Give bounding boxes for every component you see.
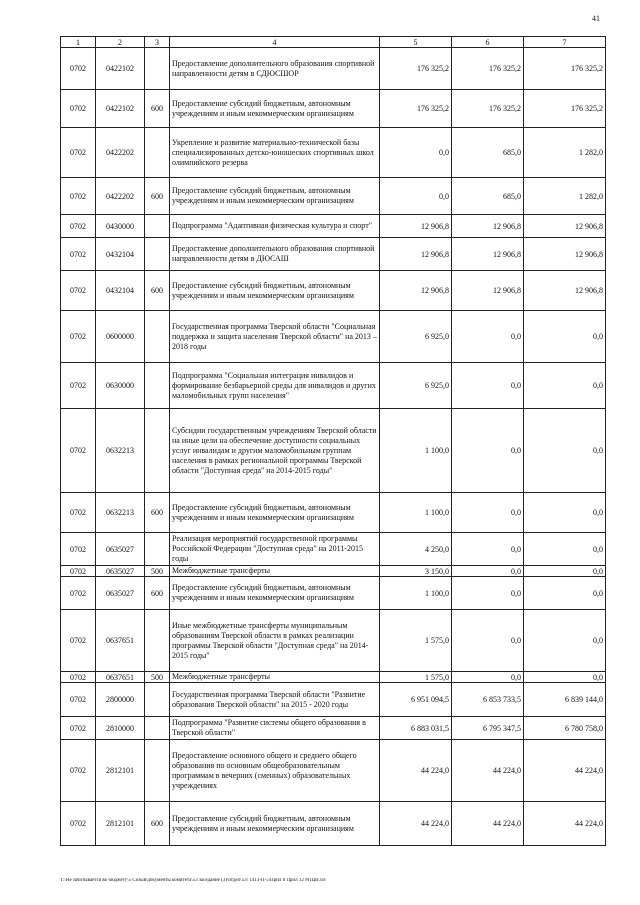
amount-2016: 0,0 — [524, 409, 606, 493]
amount-2014: 0,0 — [380, 128, 452, 178]
item-name: Предоставление субсидий бюджетным, автономным учреждениям и иным некоммерческим организациям — [170, 577, 380, 610]
item-name: Подпрограмма "Адаптивная физическая культура и спорт" — [170, 215, 380, 238]
item-name: Межбюджетные трансферты — [170, 566, 380, 577]
kind-code: 600 — [145, 178, 170, 215]
amount-2015: 176 325,2 — [452, 90, 524, 128]
section-code: 0702 — [61, 533, 96, 566]
amount-2016: 6 839 144,0 — [524, 683, 606, 717]
target-code: 0422102 — [96, 48, 145, 90]
item-name: Иные межбюджетные трансферты муниципальным образованиям Тверской области в рамках реализации программы Тверской области "Доступная среда" на 2014-2015 годы" — [170, 610, 380, 672]
kind-code — [145, 683, 170, 717]
section-code: 0702 — [61, 802, 96, 846]
amount-2015: 0,0 — [452, 610, 524, 672]
amount-2016: 0,0 — [524, 311, 606, 363]
amount-2014: 44 224,0 — [380, 740, 452, 802]
table-row — [61, 717, 606, 740]
item-name: Предоставление дополнительного образования спортивной направленности детям в СДЮСШОР — [170, 48, 380, 90]
amount-2015: 6 853 733,5 — [452, 683, 524, 717]
target-code: 0422202 — [96, 178, 145, 215]
section-code: 0702 — [61, 717, 96, 740]
amount-2015: 685,0 — [452, 178, 524, 215]
target-code: 0600000 — [96, 311, 145, 363]
section-code: 0702 — [61, 311, 96, 363]
amount-2014: 176 325,2 — [380, 90, 452, 128]
table-row — [61, 271, 606, 311]
item-name: Реализация мероприятий государственной программы Российской Федерации "Доступная среда" на 2011-2015 годы — [170, 533, 380, 566]
target-code: 0637651 — [96, 672, 145, 683]
item-name: Предоставление субсидий бюджетным, автономным учреждениям и иным некоммерческим организациям — [170, 802, 380, 846]
amount-2014: 6 925,0 — [380, 363, 452, 409]
amount-2015: 0,0 — [452, 311, 524, 363]
table-row — [61, 610, 606, 672]
amount-2014: 1 100,0 — [380, 577, 452, 610]
item-name: Предоставление субсидий бюджетным, автономным учреждениям и иным некоммерческим организациям — [170, 493, 380, 533]
amount-2014: 1 100,0 — [380, 409, 452, 493]
amount-2015: 44 224,0 — [452, 802, 524, 846]
target-code: 2810000 — [96, 717, 145, 740]
amount-2016: 6 780 758,0 — [524, 717, 606, 740]
item-name: Предоставление субсидий бюджетным, автономным учреждениям и иным некоммерческим организациям — [170, 271, 380, 311]
amount-2016: 44 224,0 — [524, 802, 606, 846]
kind-code: 600 — [145, 577, 170, 610]
item-name: Предоставление дополнительного образования спортивной направленности детям в ДЮСАШ — [170, 238, 380, 271]
section-code: 0702 — [61, 128, 96, 178]
amount-2014: 6 883 031,5 — [380, 717, 452, 740]
table-row — [61, 238, 606, 271]
item-name: Предоставление субсидий бюджетным, автономным учреждениям и иным некоммерческим организациям — [170, 90, 380, 128]
table-row — [61, 566, 606, 577]
section-code: 0702 — [61, 215, 96, 238]
section-code: 0702 — [61, 493, 96, 533]
section-code: 0702 — [61, 271, 96, 311]
item-name: Подпрограмма "Развитие системы общего образования в Тверской области" — [170, 717, 380, 740]
table-row — [61, 683, 606, 717]
section-code: 0702 — [61, 90, 96, 128]
amount-2016: 12 906,8 — [524, 238, 606, 271]
target-code: 0430000 — [96, 215, 145, 238]
section-code: 0702 — [61, 48, 96, 90]
section-code: 0702 — [61, 683, 96, 717]
table-row — [61, 48, 606, 90]
section-code: 0702 — [61, 566, 96, 577]
item-name: Предоставление субсидий бюджетным, автономным учреждениям и иным некоммерческим организациям — [170, 178, 380, 215]
col-header: 2 — [96, 37, 145, 48]
amount-2015: 0,0 — [452, 533, 524, 566]
amount-2016: 44 224,0 — [524, 740, 606, 802]
amount-2015: 0,0 — [452, 363, 524, 409]
amount-2014: 0,0 — [380, 178, 452, 215]
target-code: 2812101 — [96, 740, 145, 802]
section-code: 0702 — [61, 363, 96, 409]
amount-2016: 1 282,0 — [524, 178, 606, 215]
amount-2015: 176 325,2 — [452, 48, 524, 90]
target-code: 0422102 — [96, 90, 145, 128]
amount-2015: 685,0 — [452, 128, 524, 178]
item-name: Государственная программа Тверской области "Социальная поддержка и защита населения Тверской области" на 2013 – 2018 годы — [170, 311, 380, 363]
target-code: 0637651 — [96, 610, 145, 672]
header-row — [61, 37, 606, 48]
amount-2014: 6 925,0 — [380, 311, 452, 363]
amount-2015: 44 224,0 — [452, 740, 524, 802]
col-header: 4 — [170, 37, 380, 48]
table-row — [61, 493, 606, 533]
col-header: 1 — [61, 37, 96, 48]
col-header: 3 — [145, 37, 170, 48]
amount-2016: 0,0 — [524, 577, 606, 610]
amount-2015: 0,0 — [452, 672, 524, 683]
amount-2016: 1 282,0 — [524, 128, 606, 178]
target-code: 0432104 — [96, 271, 145, 311]
item-name: Подпрограмма "Социальная интеграция инвалидов и формирование безбарьерной среды для инвалидов и других маломобильных групп населения" — [170, 363, 380, 409]
kind-code — [145, 740, 170, 802]
amount-2015: 0,0 — [452, 577, 524, 610]
target-code: 0632213 — [96, 409, 145, 493]
amount-2016: 0,0 — [524, 566, 606, 577]
amount-2014: 1 575,0 — [380, 672, 452, 683]
section-code: 0702 — [61, 610, 96, 672]
amount-2015: 0,0 — [452, 409, 524, 493]
amount-2015: 12 906,8 — [452, 215, 524, 238]
amount-2016: 0,0 — [524, 363, 606, 409]
section-code: 0702 — [61, 672, 96, 683]
table-row — [61, 577, 606, 610]
table-row — [61, 215, 606, 238]
item-name: Укрепление и развитие материально-технической базы специализированных детско-юношеских спортивных школ олимпийского резерва — [170, 128, 380, 178]
kind-code: 600 — [145, 271, 170, 311]
section-code: 0702 — [61, 740, 96, 802]
budget-table — [60, 36, 606, 846]
item-name: Субсидии государственным учреждениям Тверской области на иные цели на обеспечение доступности социальных услуг инвалидам и другим маломобильным группам населения в рамках региональной программы Тверской области "Доступная среда" на 2014-2015 годы" — [170, 409, 380, 493]
amount-2014: 176 325,2 — [380, 48, 452, 90]
amount-2015: 12 906,8 — [452, 271, 524, 311]
target-code: 0632213 — [96, 493, 145, 533]
table-row — [61, 409, 606, 493]
target-code: 2812101 — [96, 802, 145, 846]
item-name: Межбюджетные трансферты — [170, 672, 380, 683]
col-header: 7 — [524, 37, 606, 48]
kind-code — [145, 717, 170, 740]
kind-code — [145, 48, 170, 90]
kind-code: 600 — [145, 90, 170, 128]
amount-2016: 0,0 — [524, 610, 606, 672]
amount-2016: 12 906,8 — [524, 271, 606, 311]
page-number: 41 — [592, 14, 600, 23]
amount-2014: 44 224,0 — [380, 802, 452, 846]
amount-2014: 1 575,0 — [380, 610, 452, 672]
amount-2016: 0,0 — [524, 672, 606, 683]
amount-2015: 12 906,8 — [452, 238, 524, 271]
amount-2016: 12 906,8 — [524, 215, 606, 238]
amount-2016: 176 325,2 — [524, 90, 606, 128]
target-code: 0635027 — [96, 566, 145, 577]
col-header: 5 — [380, 37, 452, 48]
table-row — [61, 128, 606, 178]
section-code: 0702 — [61, 577, 96, 610]
amount-2016: 176 325,2 — [524, 48, 606, 90]
amount-2014: 6 951 094,5 — [380, 683, 452, 717]
amount-2014: 12 906,8 — [380, 271, 452, 311]
amount-2016: 0,0 — [524, 533, 606, 566]
amount-2014: 3 150,0 — [380, 566, 452, 577]
target-code: 0635027 — [96, 577, 145, 610]
kind-code — [145, 409, 170, 493]
amount-2016: 0,0 — [524, 493, 606, 533]
section-code: 0702 — [61, 238, 96, 271]
table-row — [61, 533, 606, 566]
item-name: Государственная программа Тверской области "Развитие образования Тверской области" на 2015 - 2020 годы — [170, 683, 380, 717]
table-row — [61, 90, 606, 128]
kind-code: 500 — [145, 566, 170, 577]
kind-code — [145, 610, 170, 672]
kind-code — [145, 533, 170, 566]
section-code: 0702 — [61, 409, 96, 493]
kind-code: 600 — [145, 802, 170, 846]
kind-code — [145, 238, 170, 271]
table-row — [61, 311, 606, 363]
target-code: 0630000 — [96, 363, 145, 409]
table-row — [61, 802, 606, 846]
col-header: 6 — [452, 37, 524, 48]
target-code: 0432104 — [96, 238, 145, 271]
kind-code — [145, 128, 170, 178]
amount-2015: 6 795 347,5 — [452, 717, 524, 740]
amount-2014: 12 906,8 — [380, 238, 452, 271]
amount-2015: 0,0 — [452, 493, 524, 533]
kind-code: 500 — [145, 672, 170, 683]
table-row — [61, 740, 606, 802]
amount-2015: 0,0 — [452, 566, 524, 577]
amount-2014: 1 100,0 — [380, 493, 452, 533]
table-row — [61, 363, 606, 409]
kind-code — [145, 311, 170, 363]
section-code: 0702 — [61, 178, 96, 215]
table-row — [61, 672, 606, 683]
amount-2014: 4 250,0 — [380, 533, 452, 566]
target-code: 0635027 — [96, 533, 145, 566]
target-code: 0422202 — [96, 128, 145, 178]
file-path-footer: Т:\Не зачитывается во бюджету\5 Созыв\документы комитета\53 заседание (3)\отдел\53\ 1413-П-5\Прил 8 Прил 12 РПЦВ.xls — [60, 878, 326, 883]
table-row — [61, 178, 606, 215]
kind-code: 600 — [145, 493, 170, 533]
kind-code — [145, 215, 170, 238]
item-name: Предоставление основного общего и среднего общего образования по основным общеобразовательным программам в вечерних (сменных) образовательных учреждениях — [170, 740, 380, 802]
amount-2014: 12 906,8 — [380, 215, 452, 238]
target-code: 2800000 — [96, 683, 145, 717]
kind-code — [145, 363, 170, 409]
